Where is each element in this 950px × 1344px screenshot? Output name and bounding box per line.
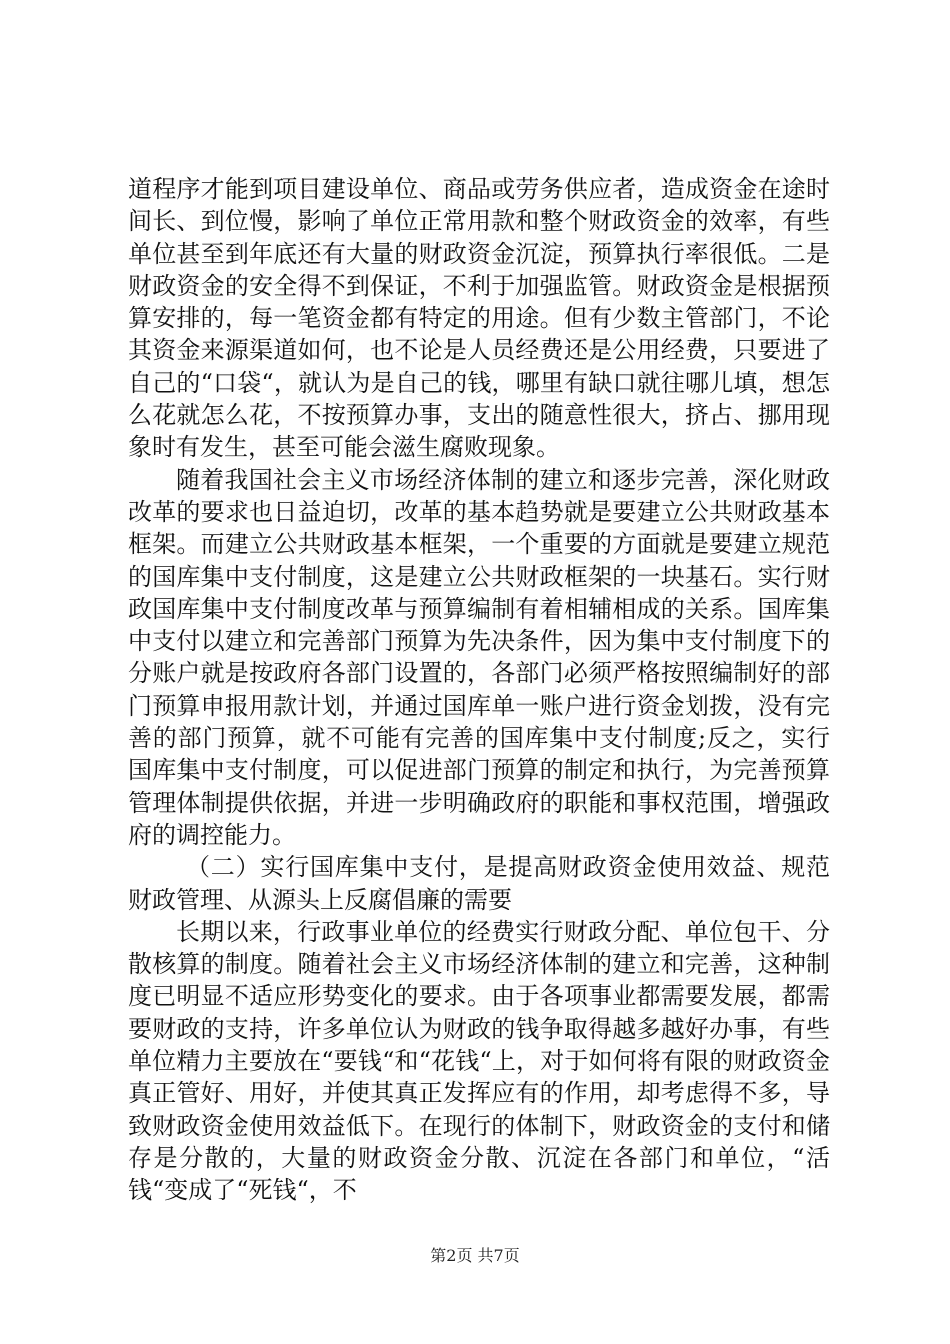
paragraph-continued: 道程序才能到项目建设单位、商品或劳务供应者，造成资金在途时间长、到位慢，影响了单位正常用款和整个财政资金的效率，有些单位甚至到年底还有大量的财政资金沉淀，预算执行率很低。二是财政资金的安全得不到保证，不利于加强监管。财政资金是根据预算安排的，每一笔资金都有特定的用途。但有少数主管部门，不论其资金来源渠道如何，也不论是人员经费还是公用经费，只要进了自己的“口袋“，就认为是自己的钱，哪里有缺口就往哪儿填，想怎么花就怎么花，不按预算办事，支出的随意性很大，挤占、挪用现象时有发生，甚至可能会滋生腐败现象。 [128, 175, 830, 462]
section-heading: （二）实行国库集中支付，是提高财政资金使用效益、规范财政管理、从源头上反腐倡廉的需要 [128, 853, 830, 914]
paragraph: 长期以来，行政事业单位的经费实行财政分配、单位包干、分散核算的制度。随着社会主义市场经济体制的建立和完善，这种制度已明显不适应形势变化的要求。由于各项事业都需要发展，都需要财政的支持，许多单位认为财政的钱争取得越多越好办事，有些单位精力主要放在“要钱“和“花钱“上，对于如何将有限的财政资金真正管好、用好，并使其真正发挥应有的作用，却考虑得不多，导致财政资金使用效益低下。在现行的体制下，财政资金的支付和储存是分散的，大量的财政资金分散、沉淀在各部门和单位，“活钱“变成了“死钱“，不 [128, 917, 830, 1205]
page-number: 第2页 共7页 [430, 1246, 520, 1265]
paragraph: 随着我国社会主义市场经济体制的建立和逐步完善，深化财政改革的要求也日益迫切，改革的基本趋势就是要建立公共财政基本框架。而建立公共财政基本框架，一个重要的方面就是要建立规范的国库集中支付制度，这是建立公共财政框架的一块基石。实行财政国库集中支付制度改革与预算编制有着相辅相成的关系。国库集中支付以建立和完善部门预算为先决条件，因为集中支付制度下的分账户就是按政府各部门设置的，各部门必须严格按照编制好的部门预算申报用款计划，并通过国库单一账户进行资金划拨，没有完善的部门预算，就不可能有完善的国库集中支付制度;反之，实行国库集中支付制度，可以促进部门预算的制定和执行，为完善预算管理体制提供依据，并进一步明确政府的职能和事权范围，增强政府的调控能力。 [128, 465, 830, 849]
document-body [128, 173, 830, 1207]
